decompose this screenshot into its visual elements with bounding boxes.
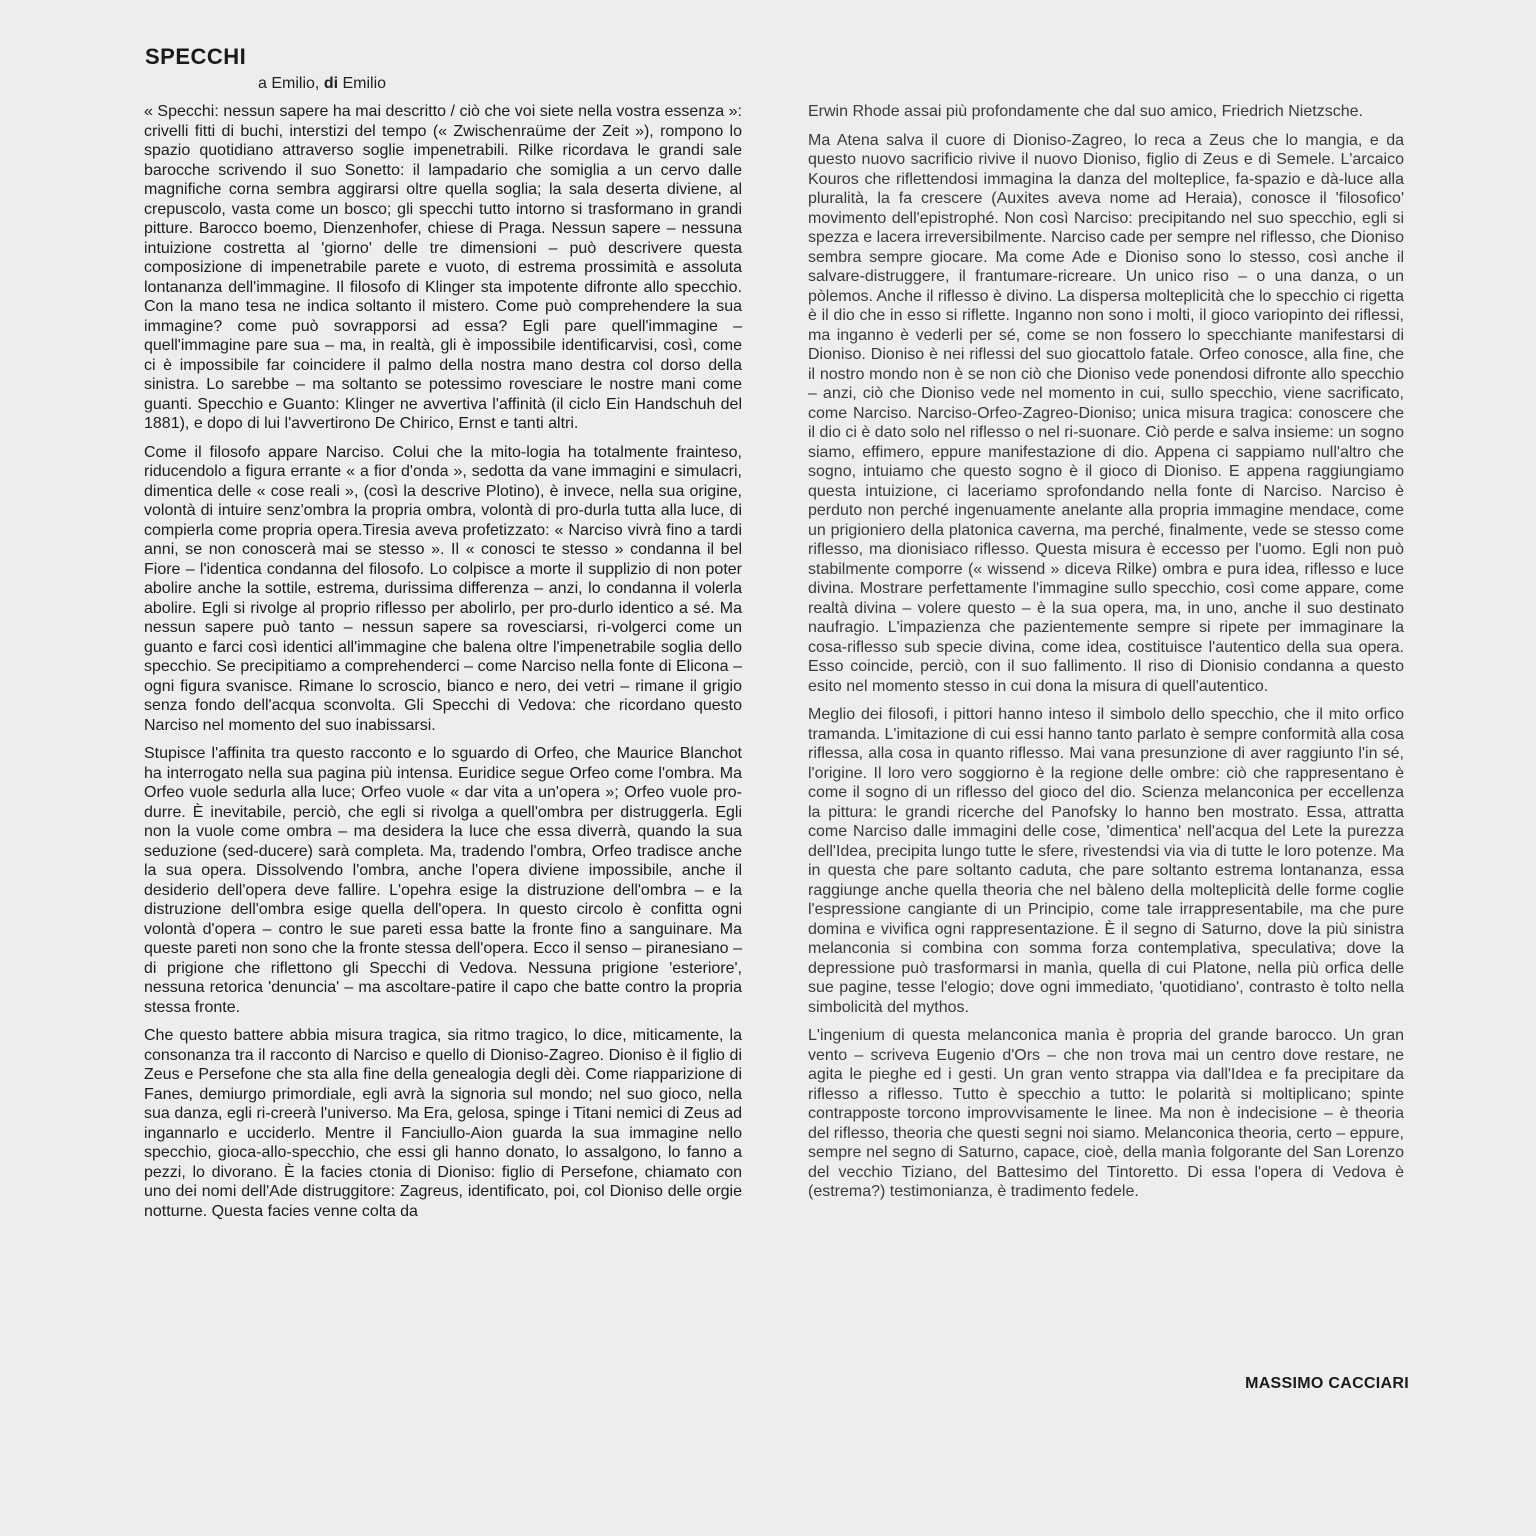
dedication-after: Emilio bbox=[342, 75, 387, 92]
paragraph-left-3: Stupisce l'affinita tra questo racconto e lo sguardo di Orfeo, che Maurice Blanchot ha interrogato nella sua pagina più intensa. Euridice segue Orfeo come l'ombra. Ma Orfeo vuole sedurla alla luce; Orfeo vuole « dar vita a un'opera »; Orfeo vuole pro-durre. È inevitabile, perciò, che egli si rivolga a quell'ombra per distruggerla. Egli non la vuole come ombra – ma desidera la luce che essa diverrà, quando la sua seduzione (sed-ducere) sarà completa. Ma, tradendo l'ombra, Orfeo tradisce anche la sua opera. Dissolvendo l'ombra, anche l'opera diviene impossibile, anche il desiderio dell'opera deve fallire. L'opehra esige la distruzione dell'ombra – e la distruzione dell'ombra esige quella dell'opera. In questo circolo è confitta ogni volontà d'opera – contro le sue pareti essa batte la fronte fino a sanguinare. Ma queste pareti non sono che la fronte stessa dell'opera. Ecco il senso – piranesiano – di prigione che riflettono gli Specchi di Vedova. Nessuna prigione 'esteriore', nessuna retorica 'denuncia' – ma ascoltare-patire il capo che batte contro la propria stessa fronte. bbox=[144, 745, 742, 1016]
paragraph-right-2: Ma Atena salva il cuore di Dioniso-Zagreo, lo reca a Zeus che lo mangia, e da questo nuovo sacrificio rivive il nuovo Dioniso, figlio di Zeus e di Semele. L'arcaico Kouros che riflettendosi immagina la danza del molteplice, fa-spazio e dà-luce alla pluralità, la fa crescere (Auxites aveva nome ad Heraia), conosce il 'filosofico' movimento dell'epistrophé. Non così Narciso: precipitando nel suo specchio, egli si spezza e lacera irreversibilmente. Narciso cade per sempre nel riflesso, che Dioniso sembra sempre giocare. Ma come Ade e Dioniso sono lo stesso, così anche il salvare-distruggere, il frantumare-ricreare. Un unico riso – o una danza, o un pòlemos. Anche il riflesso è divino. La dispersa molteplicità che lo specchio ci rigetta è il dio che in esso si riflette. Inganno non sono i molti, il gioco variopinto dei riflessi, ma inganno è vederli per sé, come se non fossero lo specchiante manifestarsi di Dioniso. Dioniso è nei riflessi del suo giocattolo fatale. Orfeo conosce, alla fine, che il nostro mondo non è se non ciò che Dioniso vede ponendosi difronte allo specchio – anzi, ciò che Dioniso vede nel momento in cui, sullo specchio, viene sacrificato, come Narciso. Narciso-Orfeo-Zagreo-Dioniso; unica misura tragica: conoscere che il dio ci è dato solo nel riflesso o nel ri-suonare. Ciò perde e salva insieme: un sogno siamo, effimero, eppure manifestazione di dio. Appena ci sappiamo null'altro che sogno, intuiamo che questo sogno è il gioco di Dioniso. E appena raggiungiamo questa intuizione, ci laceriamo sprofondando nella fonte di Narciso. Narciso è perduto non perché ingenuamente anelante alla propria immagine mendace, come un prigioniero della platonica caverna, ma perché, finalmente, vede se stesso come riflesso, ma dionisiaco riflesso. Questa misura è eccesso per l'uomo. Egli non può stabilmente comporre (« wissend » diceva Rilke) ombra e pura idea, riflesso e luce divina. Mostrare perfettamente l'immagine sullo specchio, così come appare, come realtà divina – volere questo – è la sua opera, ma, in uno, anche il suo destinato naufragio. L'impazienza che pazientemente sempre si ripete per immaginare la cosa-riflesso sub specie divina, come idea, costituisce l'autentico della sua opera. Esso coincide, perciò, con il suo fallimento. Il riso di Dionisio condanna a questo esito nel momento stesso in cui dona la misura di quell'autentico. bbox=[808, 131, 1404, 695]
author-signature: MASSIMO CACCIARI bbox=[1245, 1375, 1409, 1392]
dedication bbox=[258, 75, 386, 93]
paragraph-left-2: Come il filosofo appare Narciso. Colui che la mito-logia ha totalmente frainteso, riducendolo a figura errante « a fior d'onda », sedotta da vane immagini e simulacri, dimentica delle « cose reali », (così la descrive Plotino), è invece, nella sua origine, volontà di intuire senz'ombra la propria ombra, volontà di pro-durla tutta alla luce, di compierla come propria opera.Tiresia aveva profetizzato: « Narciso vivrà fino a tardi anni, se non conoscerà mai se stesso ». Il « conosci te stesso » condanna il bel Fiore – l'identica condanna del filosofo. Lo colpisce a morte il supplizio di non poter abolire anche la sottile, estrema, durissima differenza – anzi, lo condanna il volerla abolire. Egli si rivolge al proprio riflesso per abolirlo, per pro-durlo identico a sé. Ma nessun sapere può tanto – nessun sapere sa rovesciarsi, ri-volgerci come un guanto e farci così identici all'immagine che balena oltre l'impenetrabile soglia dello specchio. Se precipitiamo a comprehenderci – come Narciso nella fonte di Elicona – ogni figura svanisce. Rimane lo scroscio, bianco e nero, dei vetri – rimane il grigio senza fondo dell'acqua sconvolta. Gli Specchi di Vedova: che ricordano questo Narciso nel momento del suo inabissarsi. bbox=[144, 443, 742, 734]
paragraph-left-4: Che questo battere abbia misura tragica, sia ritmo tragico, lo dice, miticamente, la consonanza tra il racconto di Narciso e quello di Dioniso-Zagreo. Dioniso è il figlio di Zeus e Persefone che sta alla fine della genealogia degli dèi. Come riapparizione di Fanes, demiurgo primordiale, egli avrà la signoria sul mondo; nel suo gioco, nella sua danza, egli ri-creerà l'universo. Ma Era, gelosa, spinge i Titani nemici di Zeus ad ingannarlo e ucciderlo. Mentre il Fanciullo-Aion guarda la sua immagine nello specchio, gioca-allo-specchio, che essi gli hanno donato, lo assalgono, lo fanno a pezzi, lo divorano. È la facies ctonia di Dioniso: figlio di Persefone, chiamato con uno dei nomi dell'Ade distruggitore: Zagreus, identificato, poi, col Dioniso delle orgie notturne. Questa facies venne colta da bbox=[144, 1027, 742, 1220]
dedication-before: a Emilio, bbox=[258, 75, 320, 92]
paragraph-right-3: Meglio dei filosofi, i pittori hanno inteso il simbolo dello specchio, che il mito orfico tramanda. L'imitazione di cui essi hanno tanto parlato è sempre conformità alla cosa riflessa, alla cosa in quanto riflesso. Mai vana presunzione di aver raggiunto l'in sé, l'origine. Il loro vero soggiorno è la regione delle ombre: ciò che rappresentano è come il sogno di un riflesso del gioco del dio. Scienza melanconica per eccellenza la pittura: le grandi ricerche del Panofsky lo hanno ben mostrato. Essa, attratta come Narciso dalle immagini delle cose, 'dimentica' nell'acqua del Lete la purezza dell'Idea, precipita lungo tutte le sfere, rivestendsi via via di tutte le loro potenze. Ma in questa che pare soltanto caduta, che pare soltanto estrema lontananza, essa raggiunge anche quella theoria che nel bàleno della molteplicità delle forme coglie l'espressione cangiante di un Principio, come tale irrappresentabile, ma che pure domina e vivifica ogni rappresentazione. È il segno di Saturno, dove la più sinistra melanconia si combina con somma forza contemplativa, speculativa; dove la depressione può trasformarsi in manìa, quella di cui Platone, nella più orfica delle sue pagine, tesse l'elogio; dove ogni immediato, 'quotidiano', contrasto è tolto nella simbolicità del mythos. bbox=[808, 706, 1404, 1016]
left-column bbox=[144, 102, 742, 1221]
article-title: SPECCHI bbox=[145, 44, 247, 69]
dedication-bold: di bbox=[323, 75, 339, 92]
right-column bbox=[808, 102, 1404, 1202]
paragraph-right-4: L'ingenium di questa melanconica manìa è propria del grande barocco. Un gran vento – scriveva Eugenio d'Ors – che non trova mai un centro dove restare, ne agita le pieghe ed i gesti. Un gran vento strappa via dall'Idea e fa precipitare da riflesso a riflesso. Tutto è specchio a tutto: le polarità si moltiplicano; spinte contrapposte torcono improvvisamente le linee. Ma non è indecisione – è theoria del riflesso, theoria che questi segni noi siamo. Melanconica theoria, certo – eppure, sempre nel segno di Saturno, capace, cioè, della manìa folgorante del San Lorenzo del vecchio Tiziano, del Battesimo del Tintoretto. Di essa l'opera di Vedova è (estrema?) testimonianza, è tradimento fedele. bbox=[808, 1027, 1404, 1200]
paragraph-right-1: Erwin Rhode assai più profondamente che dal suo amico, Friedrich Nietzsche. bbox=[808, 103, 1363, 120]
paragraph-left-1: « Specchi: nessun sapere ha mai descritto / ciò che voi siete nella vostra essenza »: crivelli fitti di buchi, interstizi del tempo (« Zwischenraüme der Zeit »), rompono lo spazio quotidiano attraverso soglie impenetrabili. Rilke ricordava le grandi sale barocche scrivendo il suo Sonetto: il lampadario che somiglia a un cervo dalle magnifiche corna sembra aggirarsi oltre quella soglia; la sala deserta diviene, al crepuscolo, vasta come un bosco; gli specchi tutto intorno si trasformano in grandi pitture. Barocco boemo, Dienzenhofer, chiese di Praga. Nessun sapere – nessuna intuizione costretta al 'giorno' delle tre dimensioni – può descrivere questa composizione di impenetrabile parete e vuoto, di estrema prossimità e assoluta lontananza dell'immagine. Il filosofo di Klinger sta impotente difronte allo specchio. Con la mano tesa ne indica soltanto il mistero. Come può comprehendere la sua immagine? come può sovrapporsi ad essa? Egli pare quell'immagine – quell'immagine pare sua – ma, in realtà, gli è impossibile identificarvisi, così, come ci è impossibile far coincidere il palmo della nostra mano destra col dorso della sinistra. Lo sarebbe – ma soltanto se potessimo rovesciare le nostre mani come guanti. Specchio e Guanto: Klinger ne avvertiva l'affinità (il ciclo Ein Handschuh del 1881), e dopo di lui l'avvertirono De Chirico, Ernst e tanti altri. bbox=[144, 103, 742, 432]
